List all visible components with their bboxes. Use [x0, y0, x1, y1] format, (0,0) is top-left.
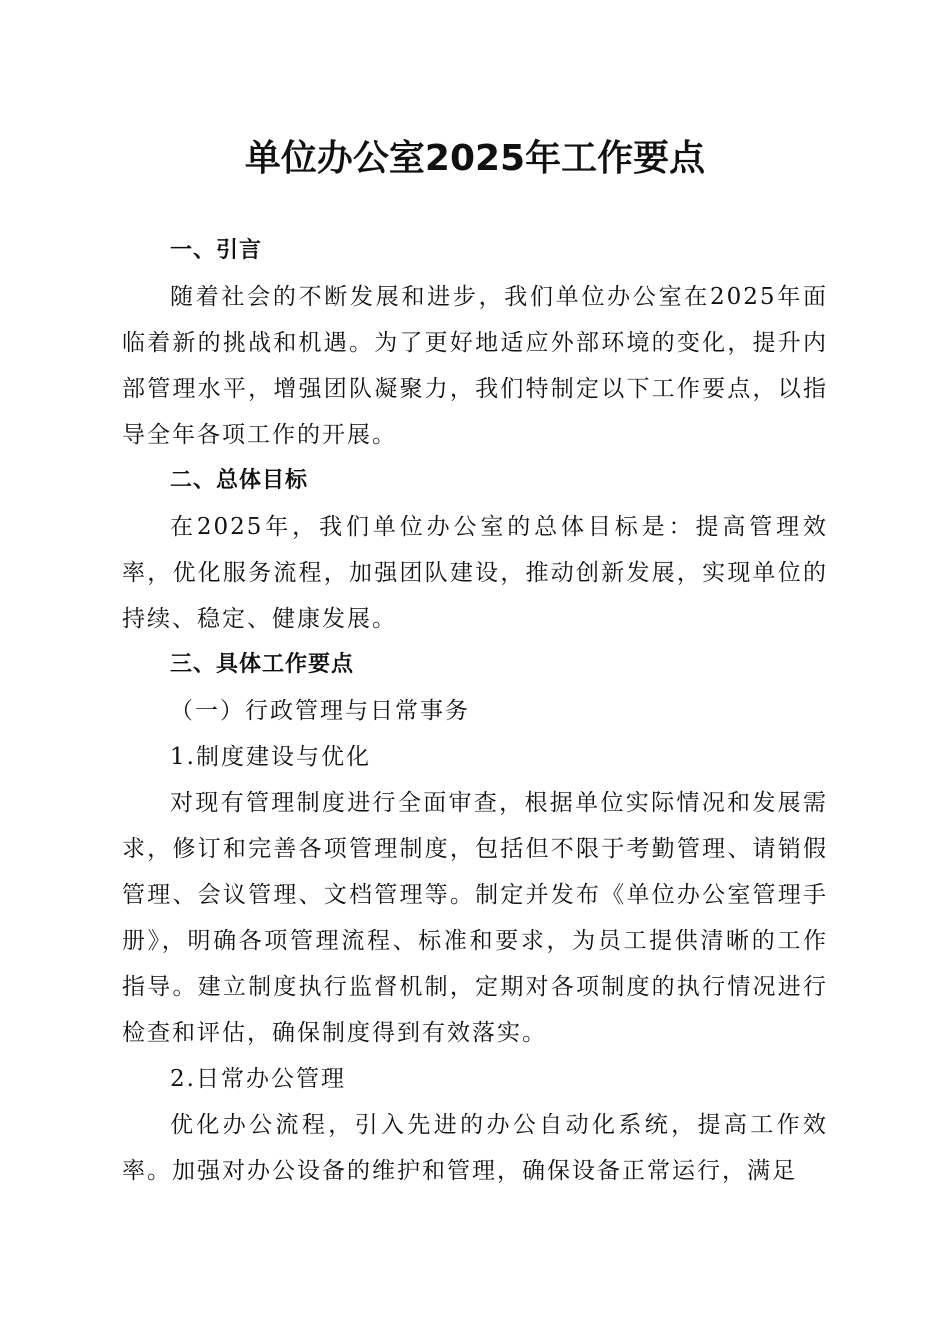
document-body: [122, 228, 828, 1194]
paragraph-item-2: 优化办公流程，引入先进的办公自动化系统，提高工作效率。加强对办公设备的维护和管理，确保设备正常运行，满足: [122, 1112, 828, 1184]
section-heading-intro: 一、引言: [170, 238, 263, 263]
item-heading-1: 1.制度建设与优化: [170, 744, 371, 770]
item-heading-2: 2.日常办公管理: [170, 1066, 346, 1092]
section-heading-goal: 二、总体目标: [170, 468, 309, 493]
section-heading-tasks: 三、具体工作要点: [170, 652, 355, 677]
subsection-heading-admin: （一）行政管理与日常事务: [170, 698, 470, 724]
document-title: 单位办公室2025年工作要点: [244, 138, 706, 179]
paragraph-item-1: 对现有管理制度进行全面审查，根据单位实际情况和发展需求，修订和完善各项管理制度，包括但不限于考勤管理、请销假管理、会议管理、文档管理等。制定并发布《单位办公室管理手册》，明确各项管理流程、标准和要求，为员工提供清晰的工作指导。建立制度执行监督机制，定期对各项制度的执行情况进行检查和评估，确保制度得到有效落实。: [122, 790, 828, 1046]
paragraph-intro: 随着社会的不断发展和进步，我们单位办公室在2025年面临着新的挑战和机遇。为了更好地适应外部环境的变化，提升内部管理水平，增强团队凝聚力，我们特制定以下工作要点，以指导全年各项工作的开展。: [122, 284, 828, 448]
paragraph-goal: 在2025年，我们单位办公室的总体目标是：提高管理效率，优化服务流程，加强团队建设，推动创新发展，实现单位的持续、稳定、健康发展。: [122, 514, 828, 632]
